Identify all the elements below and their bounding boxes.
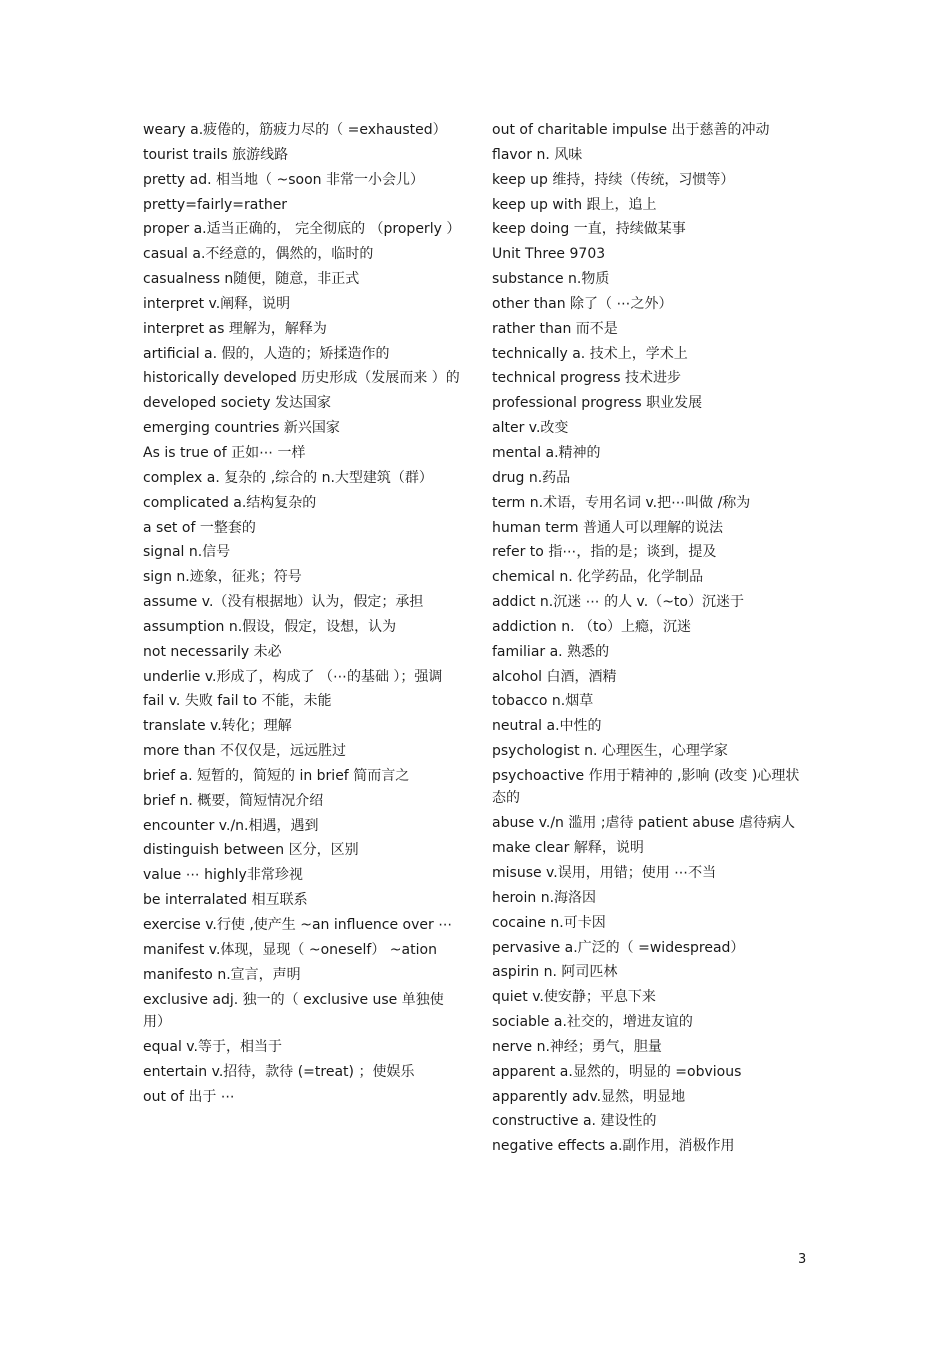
vocabulary-entry: manifest v.体现，显现（ ~oneself） ~ation (143, 941, 437, 958)
vocabulary-entry: signal n.信号 (143, 544, 231, 561)
vocabulary-entry: chemical n. 化学药品，化学制品 (492, 569, 704, 586)
vocabulary-entry: addict n.沉迷 ⋯ 的人 v.（~to）沉迷于 (492, 594, 744, 611)
vocabulary-entry: historically developed 历史形成（发展而来 ）的 (143, 370, 460, 387)
vocabulary-entry: entertain v.招待，款待 (=treat) ；使娱乐 (143, 1063, 415, 1080)
vocabulary-entry: Unit Three 9703 (492, 246, 606, 263)
vocabulary-entry: quiet v.使安静；平息下来 (492, 989, 656, 1006)
vocabulary-entry: pervasive a.广泛的（ =widespread） (492, 939, 745, 956)
vocabulary-entry: underlie v.形成了，构成了 （⋯的基础 ）；强调 (143, 668, 443, 685)
vocabulary-entry: keep up 维持，持续（传统，习惯等） (492, 171, 735, 188)
vocabulary-entry: cocaine n.可卡因 (492, 914, 606, 931)
vocabulary-entry: emerging countries 新兴国家 (143, 420, 340, 437)
vocabulary-entry: artificial a. 假的，人造的；矫揉造作的 (143, 345, 390, 362)
page-number: 3 (798, 1252, 807, 1267)
vocabulary-entry: interpret as 理解为，解释为 (143, 320, 327, 337)
vocabulary-entry: As is true of 正如⋯ 一样 (143, 444, 306, 461)
vocabulary-entry: value ⋯ highly非常珍视 (143, 867, 303, 884)
vocabulary-entry: pretty ad. 相当地（ ~soon 非常一小会儿） (143, 171, 424, 188)
vocabulary-entry: be interralated 相互联系 (143, 892, 308, 909)
vocabulary-column-right (492, 119, 812, 1160)
vocabulary-entry: professional progress 职业发展 (492, 395, 703, 412)
vocabulary-entry: casual a.不经意的，偶然的，临时的 (143, 246, 374, 263)
vocabulary-entry: negative effects a.副作用，消极作用 (492, 1138, 735, 1155)
vocabulary-entry: manifesto n.宣言，声明 (143, 966, 301, 983)
vocabulary-entry: rather than 而不是 (492, 320, 618, 337)
vocabulary-column-left (143, 119, 463, 1110)
vocabulary-entry: psychologist n. 心理医生，心理学家 (492, 743, 728, 760)
vocabulary-entry: other than 除了（ ⋯之外） (492, 295, 673, 312)
vocabulary-entry: psychoactive 作用于精神的 ,影响 (改变 )心理状态的 (492, 767, 800, 807)
vocabulary-entry: constructive a. 建设性的 (492, 1113, 657, 1130)
vocabulary-entry: make clear 解释，说明 (492, 840, 644, 857)
vocabulary-entry: technically a. 技术上，学术上 (492, 345, 688, 362)
vocabulary-entry: term n.术语，专用名词 v.把⋯叫做 /称为 (492, 494, 751, 511)
vocabulary-entry: flavor n. 风味 (492, 146, 583, 163)
vocabulary-entry: keep doing 一直，持续做某事 (492, 221, 686, 238)
vocabulary-entry: fail v. 失败 fail to 不能，未能 (143, 693, 332, 710)
vocabulary-entry: assume v.（没有根据地）认为，假定；承担 (143, 594, 424, 611)
vocabulary-entry: casualness n随便，随意，非正式 (143, 271, 360, 288)
vocabulary-entry: mental a.精神的 (492, 444, 601, 461)
vocabulary-entry: alter v.改变 (492, 420, 569, 437)
vocabulary-entry: developed society 发达国家 (143, 395, 331, 412)
vocabulary-entry: substance n.物质 (492, 271, 610, 288)
vocabulary-entry: assumption n.假设，假定，设想，认为 (143, 618, 397, 635)
vocabulary-entry: interpret v.阐释，说明 (143, 295, 291, 312)
vocabulary-entry: technical progress 技术进步 (492, 370, 681, 387)
vocabulary-entry: not necessarily 未必 (143, 643, 282, 660)
vocabulary-entry: distinguish between 区分，区别 (143, 842, 359, 859)
vocabulary-entry: apparently adv.显然，明显地 (492, 1088, 686, 1105)
vocabulary-entry: pretty=fairly=rather (143, 196, 288, 213)
vocabulary-entry: refer to 指⋯，指的是；谈到，提及 (492, 544, 717, 561)
vocabulary-entry: tourist trails 旅游线路 (143, 146, 289, 163)
vocabulary-entry: complicated a.结构复杂的 (143, 494, 317, 511)
vocabulary-entry: out of charitable impulse 出于慈善的冲动 (492, 122, 770, 138)
vocabulary-entry: proper a.适当正确的， 完全彻底的 （properly ） (143, 221, 461, 238)
vocabulary-entry: sociable a.社交的，增进友谊的 (492, 1014, 693, 1031)
vocabulary-entry: brief n. 概要，简短情况介绍 (143, 792, 324, 809)
vocabulary-entry: neutral a.中性的 (492, 718, 602, 735)
vocabulary-entry: misuse v.误用，用错；使用 ⋯不当 (492, 864, 717, 881)
vocabulary-entry: exclusive adj. 独一的（ exclusive use 单独使用） (143, 991, 444, 1031)
vocabulary-entry: more than 不仅仅是，远远胜过 (143, 743, 346, 760)
vocabulary-entry: abuse v./n 滥用 ;虐待 patient abuse 虐待病人 (492, 815, 795, 832)
vocabulary-entry: translate v.转化；理解 (143, 718, 292, 735)
vocabulary-entry: weary a.疲倦的，筋疲力尽的（ =exhausted） (143, 122, 447, 138)
vocabulary-entry: exercise v.行使 ,使产生 ~an influence over ⋯ (143, 917, 453, 933)
vocabulary-entry: apparent a.显然的，明显的 =obvious (492, 1063, 742, 1080)
vocabulary-entry: drug n.药品 (492, 469, 571, 486)
vocabulary-entry: heroin n.海洛因 (492, 889, 597, 906)
vocabulary-entry: alcohol 白酒，酒精 (492, 668, 617, 685)
vocabulary-entry: encounter v./n.相遇，遇到 (143, 817, 319, 834)
vocabulary-entry: keep up with 跟上，追上 (492, 196, 657, 213)
vocabulary-entry: complex a. 复杂的 ,综合的 n.大型建筑（群） (143, 469, 433, 486)
vocabulary-entry: aspirin n. 阿司匹林 (492, 964, 618, 981)
vocabulary-entry: brief a. 短暂的，简短的 in brief 简而言之 (143, 767, 410, 784)
vocabulary-entry: addiction n. （to）上瘾，沉迷 (492, 618, 692, 635)
vocabulary-entry: equal v.等于，相当于 (143, 1038, 282, 1055)
vocabulary-entry: human term 普通人可以理解的说法 (492, 519, 723, 536)
vocabulary-entry: nerve n.神经；勇气，胆量 (492, 1038, 662, 1055)
vocabulary-entry: familiar a. 熟悉的 (492, 643, 610, 660)
vocabulary-entry: tobacco n.烟草 (492, 693, 594, 710)
vocabulary-entry: a set of 一整套的 (143, 519, 256, 536)
vocabulary-entry: out of 出于 ⋯ (143, 1088, 235, 1105)
vocabulary-entry: sign n.迹象，征兆；符号 (143, 569, 302, 586)
